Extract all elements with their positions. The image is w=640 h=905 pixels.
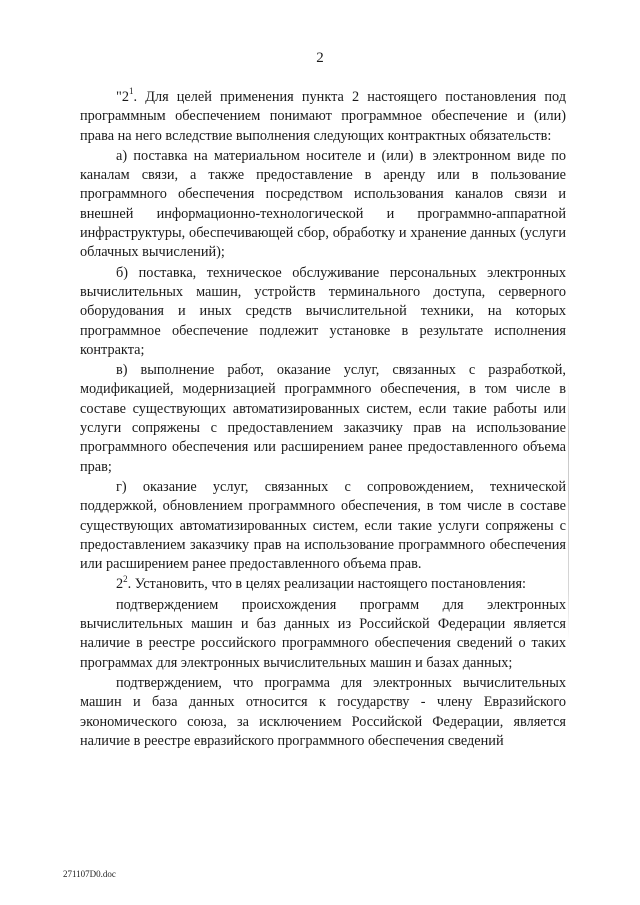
paragraph-text: . Для целей применения пункта 2 настоящего постановления под программным обеспечением понимают программное обеспечение и (или) права на него вследствие выполнения следующих контрактных обязательств:	[80, 89, 566, 144]
paragraph-establish	[80, 575, 566, 594]
paragraph-number-superscript: 2	[123, 573, 128, 584]
scan-edge-line	[568, 380, 569, 640]
paragraph-number: "2	[116, 89, 129, 105]
paragraph-definition	[80, 88, 566, 146]
list-item-v: в) выполнение работ, оказание услуг, связанных с разработкой, модификацией, модернизацией программного обеспечения, в том числе в составе существующих автоматизированных систем, если такие работы или услуги сопряжены с предоставлением заказчику прав на использование программного обеспечения или расширением ранее предоставленного объема прав;	[80, 362, 566, 475]
document-body	[80, 88, 566, 751]
paragraph-russian-registry: подтверждением происхождения программ для электронных вычислительных машин и баз данных из Российской Федерации является наличие в реестре российского программного обеспечения сведений о таких программах для электронных вычислительных машин и базах данных;	[80, 596, 566, 671]
page-number: 2	[316, 50, 324, 66]
list-item-b: б) поставка, техническое обслуживание персональных электронных вычислительных машин, устройств терминального доступа, серверного оборудования и иных средств вычислительной техники, на которых программное обеспечение подлежит установке в результате исполнения контракта;	[80, 264, 566, 358]
list-item-g: г) оказание услуг, связанных с сопровождением, технической поддержкой, обновлением программного обеспечения, в том числе в составе существующих автоматизированных систем, если такие услуги сопряжены с предоставлением заказчику прав на использование программного обеспечения или расширением ранее предоставленного объема прав.	[80, 478, 566, 573]
list-item-a: а) поставка на материальном носителе и (или) в электронном виде по каналам связи, а также предоставление в аренду или в пользование программного обеспечения посредством использования каналов связи и внешней информационно-технологической и программно-аппаратной инфраструктуры, обеспечивающей сбор, обработку и хранение данных (услуги облачных вычислений);	[80, 147, 566, 261]
footer-filename: 271107D0.doc	[63, 869, 116, 879]
paragraph-number: 2	[116, 576, 124, 593]
paragraph-eurasian-registry: подтверждением, что программа для электронных вычислительных машин и база данных относится к государству - члену Евразийского экономического союза, за исключением Российской Федерации, является наличие в реестре евразийского программного обеспечения сведений	[80, 674, 566, 749]
paragraph-number-superscript: 1	[129, 86, 134, 97]
paragraph-text: . Установить, что в целях реализации настоящего постановления:	[127, 576, 527, 593]
